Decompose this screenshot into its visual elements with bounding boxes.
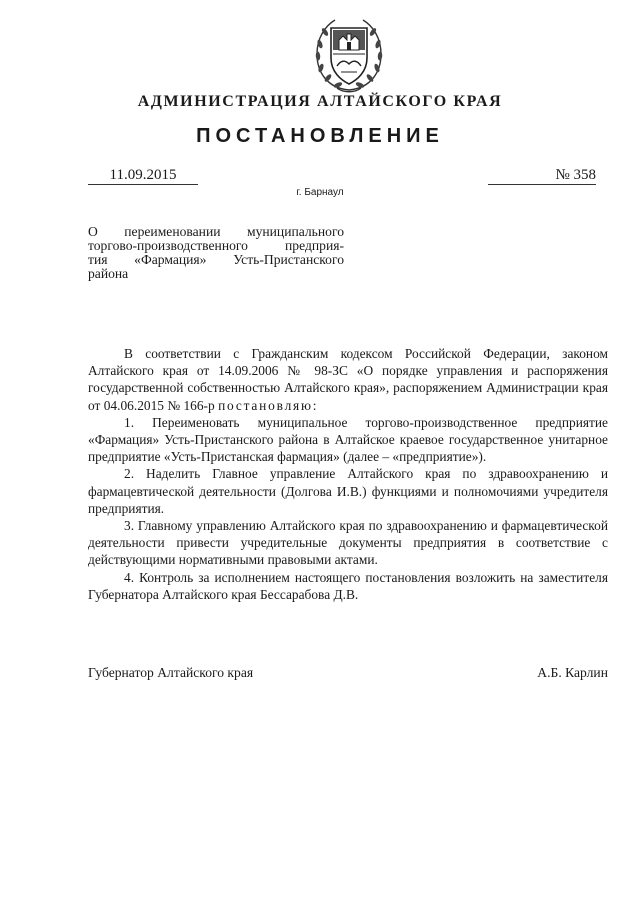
subject-line: торгово-производственного предприя- [88, 238, 344, 253]
decree-item: 2. Наделить Главное управление Алтайского края по здравоохранению и фармацевтической деятельности (Долгова И.В.) функциями и полномочиями учредителя предприятия. [88, 466, 608, 516]
organization-title: АДМИНИСТРАЦИЯ АЛТАЙСКОГО КРАЯ [137, 93, 503, 110]
decree-item: 3. Главному управлению Алтайского края по здравоохранению и фармацевтической деятельности привести учредительные документы предприятия в соответствие с действующими нормативными правовыми актами. [88, 518, 608, 568]
decree-item: 4. Контроль за исполнением настоящего постановления возложить на заместителя Губернатора Алтайского края Бессарабова Д.В. [88, 569, 608, 602]
coat-of-arms-emblem [311, 14, 387, 94]
preamble-text: В соответствии с Гражданским кодексом Российской Федерации, законом Алтайского края от 14.09.2006 № 98-ЗС «О порядке управления и распоряжения государственной собственностью Алтайского края», распоряжением Администрации края от 04.06.2015 № 166-р [88, 346, 608, 413]
signatory-title: Губернатор Алтайского края [88, 665, 254, 680]
document-city: г. Барнаул [296, 187, 344, 198]
decree-item: 1. Переименовать муниципальное торгово-производственное предприятие «Фармация» Усть-Пристанского района в Алтайское краевое государственное унитарное предприятие «Усть-Пристанская фармация» (далее – «предприятие»). [88, 414, 608, 465]
document-body [88, 345, 608, 603]
decree-word: постановляю: [218, 397, 319, 413]
preamble-paragraph [88, 345, 608, 414]
document-subject [88, 225, 344, 281]
document-type-title: ПОСТАНОВЛЕНИЕ [196, 125, 444, 147]
subject-line: О переименовании муниципального [88, 224, 344, 239]
signatory-name: А.Б. Карлин [537, 665, 608, 680]
document-number: № 358 [488, 166, 596, 185]
subject-line: района [88, 266, 129, 281]
subject-line: тия «Фармация» Усть-Пристанского [88, 252, 344, 267]
document-date: 11.09.2015 [88, 166, 198, 185]
